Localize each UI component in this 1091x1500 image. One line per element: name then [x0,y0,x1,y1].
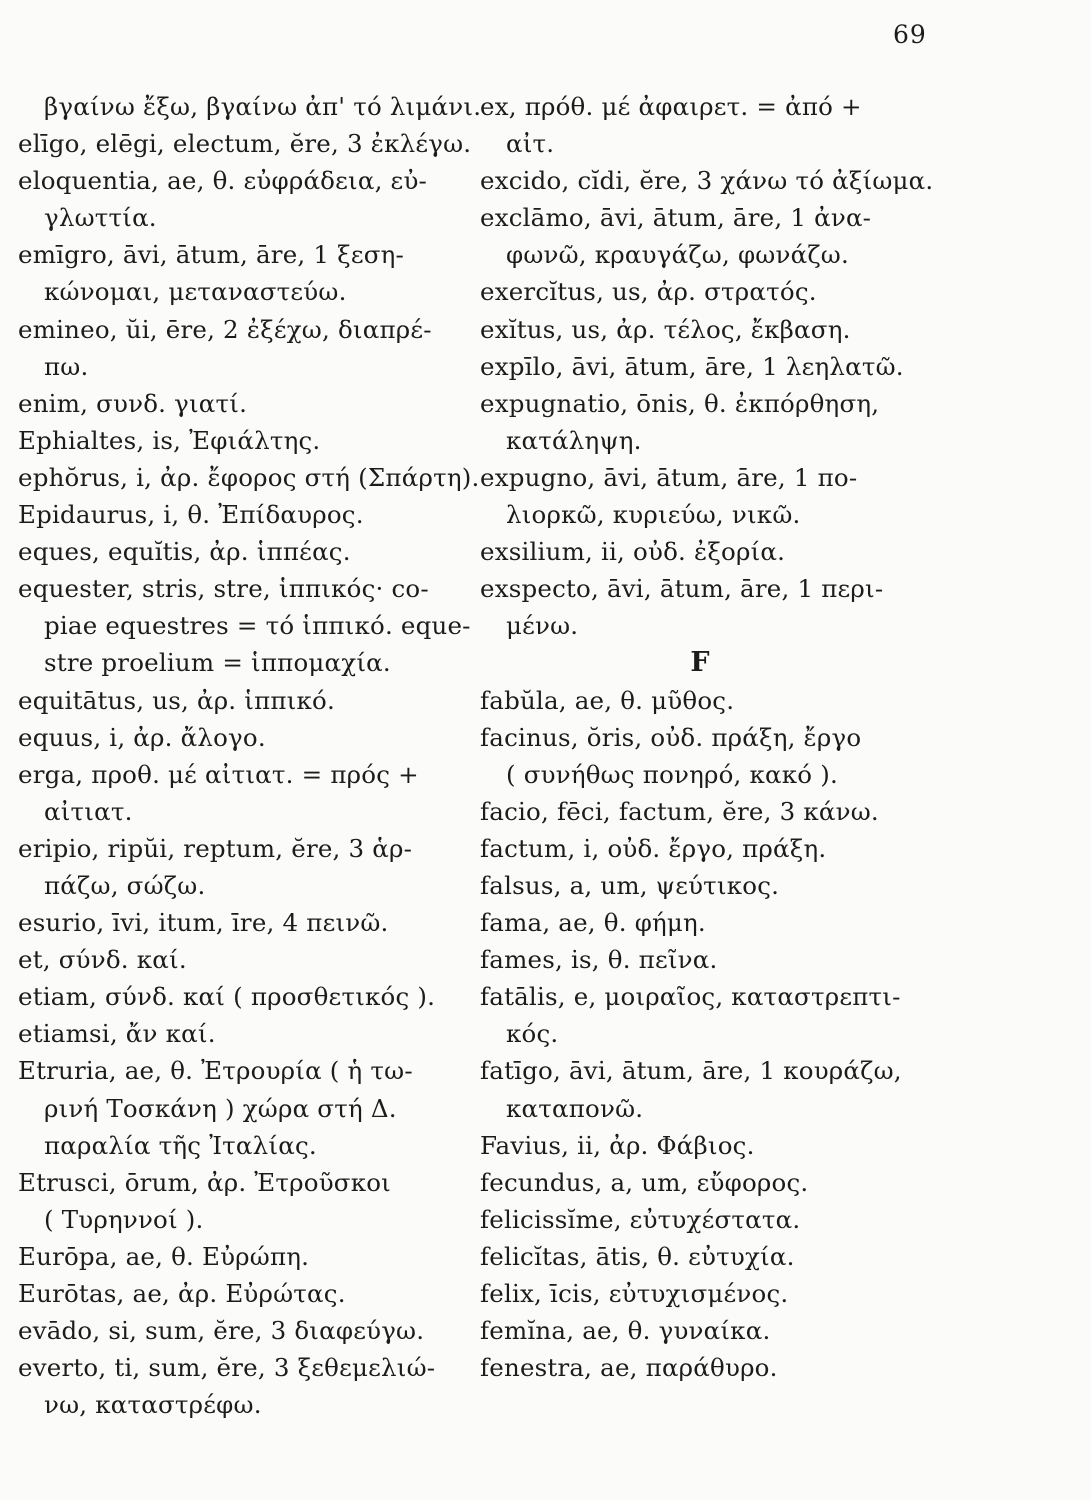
dictionary-line: fames, is, θ. πεῖνα. [480,945,718,975]
dictionary-line: equus, i, ἀρ. ἄλογο. [18,722,266,752]
dictionary-line: enim, συνδ. γιατί. [18,388,248,418]
dictionary-line: ( Τυρηννοί ). [44,1204,204,1234]
dictionary-line: facio, fēci, factum, ĕre, 3 κάνω. [480,796,879,826]
dictionary-line: κός. [506,1019,559,1049]
dictionary-line: everto, ti, sum, ĕre, 3 ξεθεμελιώ- [18,1353,436,1383]
dictionary-line: etiam, σύνδ. καί ( προσθετικός ). [18,982,436,1012]
dictionary-line: stre proelium = ἱππομαχία. [44,648,391,678]
dictionary-line: πω. [44,351,89,381]
dictionary-line: exĭtus, us, ἀρ. τέλος, ἔκβαση. [480,314,851,344]
dictionary-line: Etruria, ae, θ. Ἐτρουρία ( ἡ τω- [18,1056,413,1086]
dictionary-line: expīlo, āvi, ātum, āre, 1 λεηλατῶ. [480,351,904,381]
dictionary-line: felicissĭme, εὐτυχέστατα. [480,1204,801,1234]
dictionary-line: piae equestres = τό ἱππικό. eque- [44,611,471,641]
dictionary-line: αἰτ. [506,129,555,159]
dictionary-line: elīgo, elēgi, electum, ĕre, 3 ἐκλέγω. [18,129,472,159]
dictionary-line: fenestra, ae, παράθυρο. [480,1353,778,1383]
dictionary-line: expugnatio, ōnis, θ. ἐκπόρθηση, [480,388,880,418]
dictionary-line: λιορκῶ, κυριεύω, νικῶ. [506,500,801,530]
section-letter-heading: F [690,647,710,679]
dictionary-line: exclāmo, āvi, ātum, āre, 1 ἀνα- [480,203,872,233]
dictionary-line: κώνομαι, μεταναστεύω. [44,277,347,307]
dictionary-line: equitātus, us, ἀρ. ἱππικό. [18,685,335,715]
dictionary-line: factum, i, οὐδ. ἔργο, πράξη. [480,833,827,863]
dictionary-line: fatālis, e, μοιραῖος, καταστρεπτι- [480,982,901,1012]
dictionary-line: felicĭtas, ātis, θ. εὐτυχία. [480,1241,795,1271]
dictionary-line: eloquentia, ae, θ. εὐφράδεια, εὐ- [18,166,428,196]
dictionary-line: γλωττία. [44,203,157,233]
dictionary-line: νω, καταστρέφω. [44,1390,262,1420]
dictionary-line: Ephialtes, is, Ἐφιάλτης. [18,425,321,455]
dictionary-line: facinus, ŏris, οὐδ. πράξη, ἔργο [480,722,862,752]
dictionary-line: et, σύνδ. καί. [18,945,187,975]
dictionary-line: fatīgo, āvi, ātum, āre, 1 κουράζω, [480,1056,902,1086]
right-column [480,88,934,1386]
dictionary-line: αἰτιατ. [44,796,133,826]
dictionary-line: Eurōpa, ae, θ. Εὐρώπη. [18,1241,310,1271]
dictionary-line: παραλία τῆς Ἰταλίας. [44,1130,317,1160]
dictionary-line: erga, προθ. μέ αἰτιατ. = πρός + [18,759,419,789]
dictionary-line: evādo, si, sum, ĕre, 3 διαφεύγω. [18,1316,425,1346]
dictionary-line: ex, πρόθ. μέ ἀφαιρετ. = ἀπό + [480,92,862,121]
dictionary-line: exspecto, āvi, ātum, āre, 1 περι- [480,574,884,604]
dictionary-line: emineo, ŭi, ēre, 2 ἐξέχω, διαπρέ- [18,314,432,344]
dictionary-line: falsus, a, um, ψεύτικος. [480,870,780,900]
dictionary-line: ephŏrus, i, ἀρ. ἔφορος στή (Σπάρτη). [18,462,480,492]
dictionary-line: felix, īcis, εὐτυχισμένος. [480,1279,789,1308]
dictionary-line: exercĭtus, us, ἀρ. στρατός. [480,277,817,307]
dictionary-line: eques, equĭtis, ἀρ. ἱππέας. [18,537,351,567]
dictionary-line: μένω. [506,611,579,641]
dictionary-line: fama, ae, θ. φήμη. [480,908,706,938]
dictionary-line: etiamsi, ἄν καί. [18,1019,216,1049]
page-number: 69 [893,20,927,49]
dictionary-line: fabŭla, ae, θ. μῦθος. [480,685,735,715]
dictionary-line: βγαίνω ἔξω, βγαίνω ἀπ' τό λιμάνι. [44,92,482,121]
dictionary-line: Epidaurus, i, θ. Ἐπίδαυρος. [18,500,364,530]
dictionary-line: equester, stris, stre, ἱππικός· co- [18,574,429,604]
dictionary-line: Favius, ii, ἀρ. Φάβιος. [480,1130,755,1160]
dictionary-line: Eurōtas, ae, ἀρ. Εὐρώτας. [18,1279,346,1308]
dictionary-line: ( συνήθως πονηρό, κακό ). [506,759,838,789]
dictionary-line: καταπονῶ. [506,1093,644,1123]
dictionary-line: exsilium, ii, οὐδ. ἐξορία. [480,537,786,567]
dictionary-line: fecundus, a, um, εὔφορος. [480,1167,809,1197]
dictionary-line: esurio, īvi, itum, īre, 4 πεινῶ. [18,908,389,938]
dictionary-line: ρινή Τοσκάνη ) χώρα στή Δ. [44,1093,397,1123]
dictionary-line: excido, cĭdi, ĕre, 3 χάνω τό ἀξίωμα. [480,166,934,196]
dictionary-line: πάζω, σώζω. [44,870,206,900]
dictionary-line: expugno, āvi, ātum, āre, 1 πο- [480,462,858,492]
dictionary-line: Etrusci, ōrum, ἀρ. Ἐτροῦσκοι [18,1167,391,1197]
dictionary-line: φωνῶ, κραυγάζω, φωνάζω. [506,240,849,270]
dictionary-line: emīgro, āvi, ātum, āre, 1 ξεση- [18,240,405,270]
left-column [18,88,482,1423]
dictionary-line: eripio, ripŭi, reptum, ĕre, 3 ἁρ- [18,833,413,863]
dictionary-line: femĭna, ae, θ. γυναίκα. [480,1316,771,1346]
dictionary-line: κατάληψη. [506,425,642,455]
